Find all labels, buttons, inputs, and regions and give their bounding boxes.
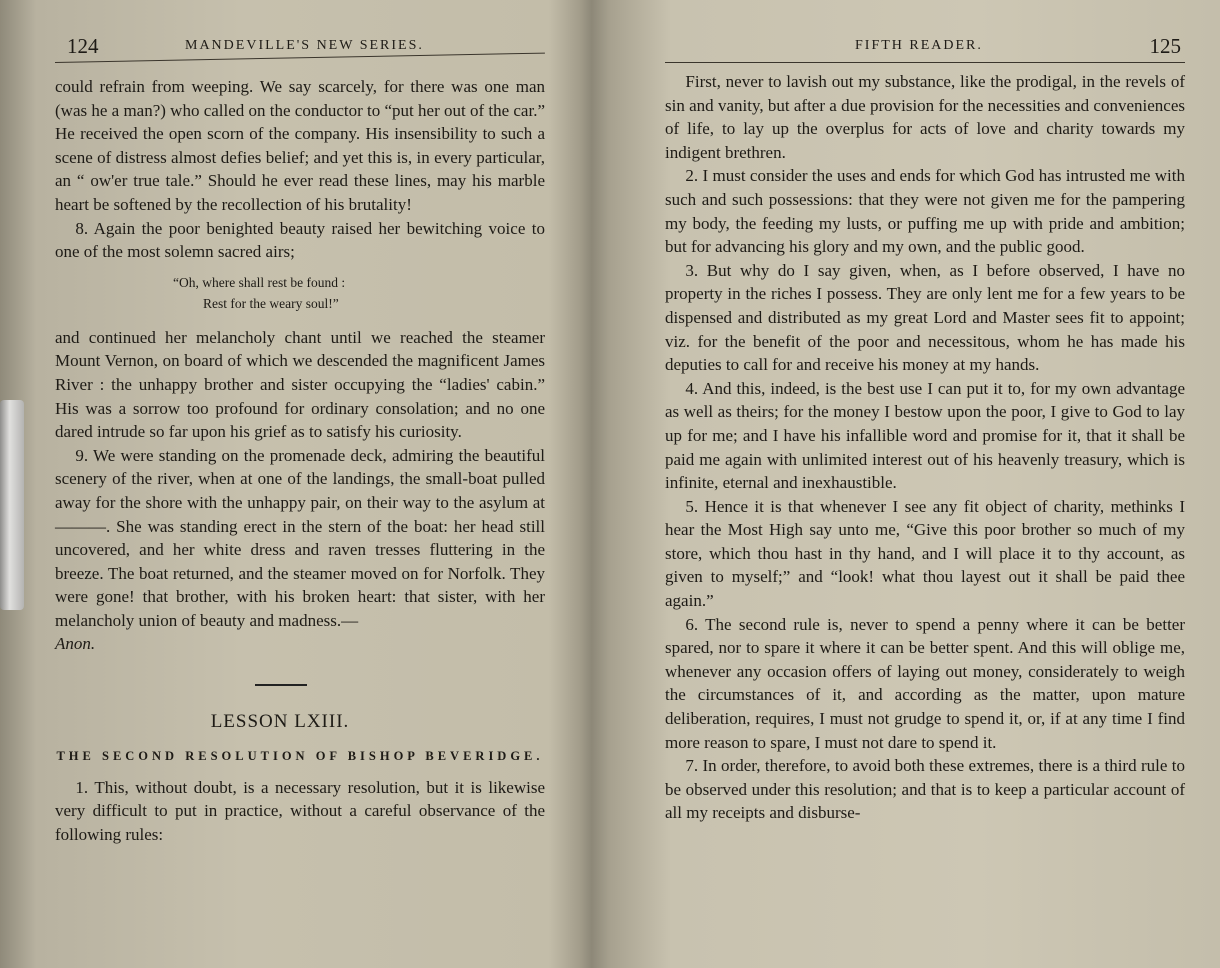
left-page — [55, 0, 545, 968]
right-page-number: 125 — [1149, 34, 1181, 58]
paragraph: 1. This, without doubt, is a necessary resolution, but it is likewise very difficult to put in practice, without a careful observance of the following rules: — [55, 777, 545, 844]
paragraph: 5. Hence it is that whenever I see any fit object of charity, methinks I hear the Most High say unto me, “Give this poor brother so much of my store, which thou hast in thy hand, and I will place it to thy account, as given to myself;” and “look! what thou layest out it shall be paid thee again.” — [665, 496, 1185, 611]
paragraph: 9. We were standing on the promenade deck, admiring the beautiful scenery of the river, when at one of the landings, the small-boat pulled away for the shore with the unhappy pair, on their way to the asylum at ———. She was standing erect in the stern of the boat: her head still uncovered, and her white dress and raven tresses fluttering in the breeze. The boat returned, and the steamer moved on for Norfolk. They were gone! that brother, with his broken heart: that sister, with her melancholy union of beauty and madness.— — [55, 445, 545, 630]
header-rule — [665, 62, 1185, 63]
paragraph: First, never to lavish out my substance, like the prodigal, in the revels of sin and vanity, but after a due provision for the necessities and conveniences of life, to lay up the overplus for acts of love and charity towards my indigent brethren. — [665, 72, 1185, 162]
poem-line: Rest for the weary soul!” — [203, 295, 339, 311]
paragraph: 7. In order, therefore, to avoid both these extremes, there is a third rule to be observed under this resolution; and that is to keep a particular account of all my receipts and disburse- — [665, 756, 1185, 823]
left-header-title: MANDEVILLE'S NEW SERIES. — [185, 38, 424, 53]
right-body-text — [665, 70, 1185, 825]
right-page — [665, 0, 1185, 968]
paragraph: 2. I must consider the uses and ends for which God has intrusted me with such and such possessions: that they were not given me for the pampering my body, the feeding my lusts, or puffing me up with pride and ambition; but for advancing his glory and my own, and the public good. — [665, 166, 1185, 257]
left-page-number: 124 — [67, 34, 99, 58]
page-clip — [0, 400, 24, 610]
paragraph: 3. But why do I say given, when, as I before observed, I have no property in the riches I possess. They are only lent me for a few years to be dispensed and distributed as my great Lord and Master sees fit to appoint; viz. for the benefit of the poor and necessitous, whom he has made his deputies to call for and receive his money at my hands. — [665, 260, 1185, 375]
lesson-title: LESSON LXIII. — [210, 711, 350, 733]
paragraph: and continued her melancholy chant until we reached the steamer Mount Vernon, on board of which we descended the magnificent James River : the unhappy brother and sister occupying the “ladies' cabin.” His was a sorrow too profound for ordinary consolation; and no one dared intrude so far upon his grief as to satisfy his curiosity. — [55, 327, 545, 442]
lesson-subtitle: THE SECOND RESOLUTION OF BISHOP BEVERIDGE. — [56, 748, 544, 763]
paragraph: 4. And this, indeed, is the best use I can put it to, for my own advantage as well as theirs; for the money I bestow upon the poor, I give to God to lay up for me; and I have his infallible word and promise for it, that it shall be paid me again with unlimited interest out of his heavenly treasury, which is infinite, eternal and inexhaustible. — [665, 378, 1185, 493]
left-body-text — [55, 75, 545, 846]
poem-quote — [55, 272, 545, 314]
author-signature: Anon. — [55, 634, 96, 654]
paragraph: 8. Again the poor benighted beauty raised her bewitching voice to one of the most solemn sacred airs; — [55, 218, 545, 262]
header-rule — [55, 53, 545, 63]
paragraph: 6. The second rule is, never to spend a penny where it can be better spared, nor to spare it where it can be better spent. And this will oblige me, whenever any occasion offers of laying out money, considerately to weigh the circumstances of it, and according as the matter, upon mature deliberation, requires, I must not grudge to spend it, or, if at any time I find more reason to spare, I must not dare to spend it. — [665, 614, 1185, 752]
section-divider — [255, 684, 307, 686]
right-running-head — [665, 34, 1185, 64]
poem-line: “Oh, where shall rest be found : — [173, 274, 346, 290]
right-header-title: FIFTH READER. — [855, 38, 983, 53]
paragraph: could refrain from weeping. We say scarcely, for there was one man (was he a man?) who called on the conductor to “put her out of the car.” He received the open scorn of the company. His insensibility to such a scene of distress almost defies belief; and yet this is, in every particular, an “ ow'er true tale.” Should he ever read these lines, may his marble heart be softened by the recollection of his brutality! — [55, 77, 545, 214]
left-running-head — [55, 34, 545, 64]
